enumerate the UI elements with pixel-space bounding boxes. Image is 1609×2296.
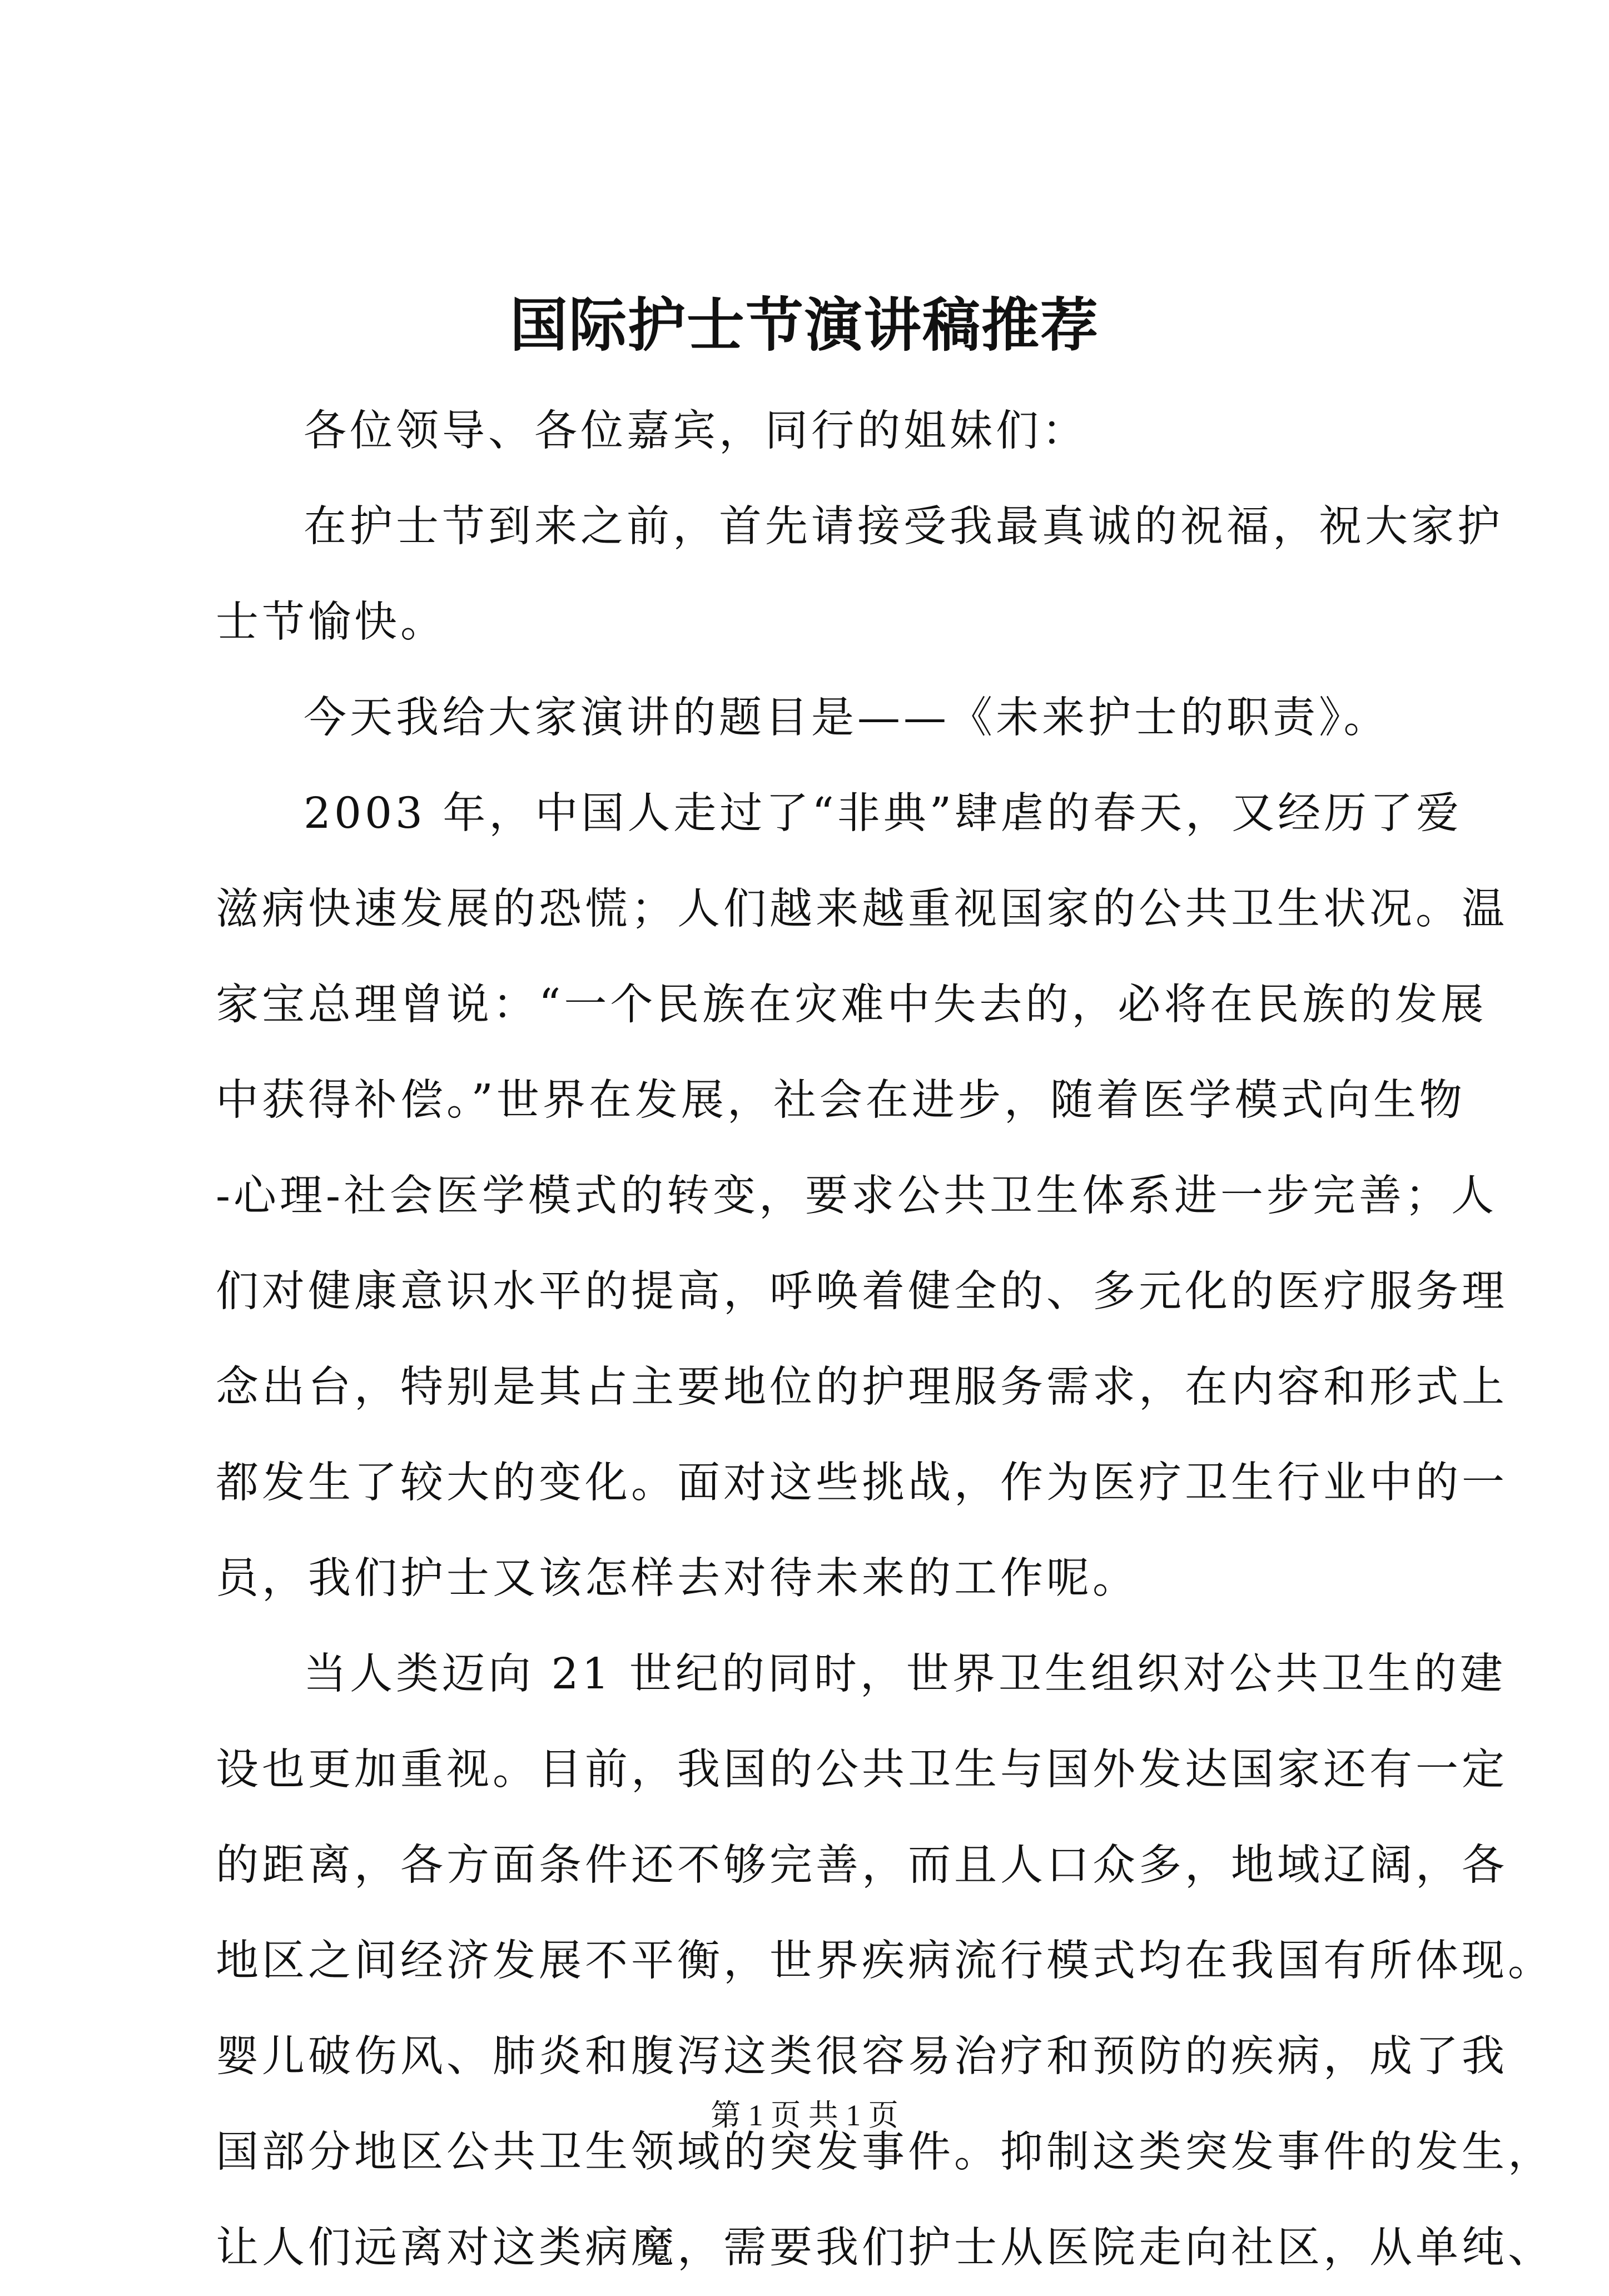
text-line: 员，我们护士又该怎样去对待未来的工作呢。: [216, 1554, 1139, 1603]
text-line: 中获得补偿。”世界在发展，社会在进步，随着医学模式向生物: [216, 1076, 1466, 1125]
text-line: 2003 年，中国人走过了“非典”肆虐的春天，又经历了爱: [304, 789, 1463, 838]
text-line: 今天我给大家演讲的题目是——《未来护士的职责》。: [304, 693, 1390, 743]
text-line: 们对健康意识水平的提高，呼唤着健全的、多元化的医疗服务理: [216, 1267, 1508, 1316]
text-line: 都发生了较大的变化。面对这些挑战，作为医疗卫生行业中的一: [216, 1458, 1508, 1508]
text-line: 地区之间经济发展不平衡，世界疾病流行模式均在我国有所体现。: [216, 1936, 1554, 1986]
text-line: 的距离，各方面条件还不够完善，而且人口众多，地域辽阔，各: [216, 1841, 1508, 1890]
document-title: 国际护士节演讲稿推荐: [509, 291, 1099, 359]
text-line: 滋病快速发展的恐慌；人们越来越重视国家的公共卫生状况。温: [216, 884, 1508, 934]
text-line: 在护士节到来之前，首先请接受我最真诚的祝福，祝大家护: [304, 502, 1503, 551]
text-line: 让人们远离对这类病魔，需要我们护士从医院走向社区，从单纯、: [216, 2223, 1554, 2273]
text-line: 各位领导、各位嘉宾，同行的姐妹们：: [304, 406, 1088, 456]
text-line: 念出台，特别是其占主要地位的护理服务需求，在内容和形式上: [216, 1363, 1508, 1412]
page-footer: 第 1 页 共 1 页: [711, 2099, 898, 2132]
text-line: 婴儿破伤风、肺炎和腹泻这类很容易治疗和预防的疾病，成了我: [216, 2032, 1508, 2081]
document-body: [216, 384, 1554, 2296]
text-line: 家宝总理曾说：“一个民族在灾难中失去的，必将在民族的发展: [216, 980, 1487, 1030]
text-line: -心理-社会医学模式的转变，要求公共卫生体系进一步完善；人: [216, 1171, 1498, 1221]
text-line: 当人类迈向 21 世纪的同时，世界卫生组织对公共卫生的建: [304, 1649, 1506, 1699]
text-line: 设也更加重视。目前，我国的公共卫生与国外发达国家还有一定: [216, 1745, 1508, 1795]
text-line: 国部分地区公共卫生领域的突发事件。抑制这类突发事件的发生，: [216, 2128, 1554, 2177]
text-line: 士节愉快。: [216, 598, 446, 647]
